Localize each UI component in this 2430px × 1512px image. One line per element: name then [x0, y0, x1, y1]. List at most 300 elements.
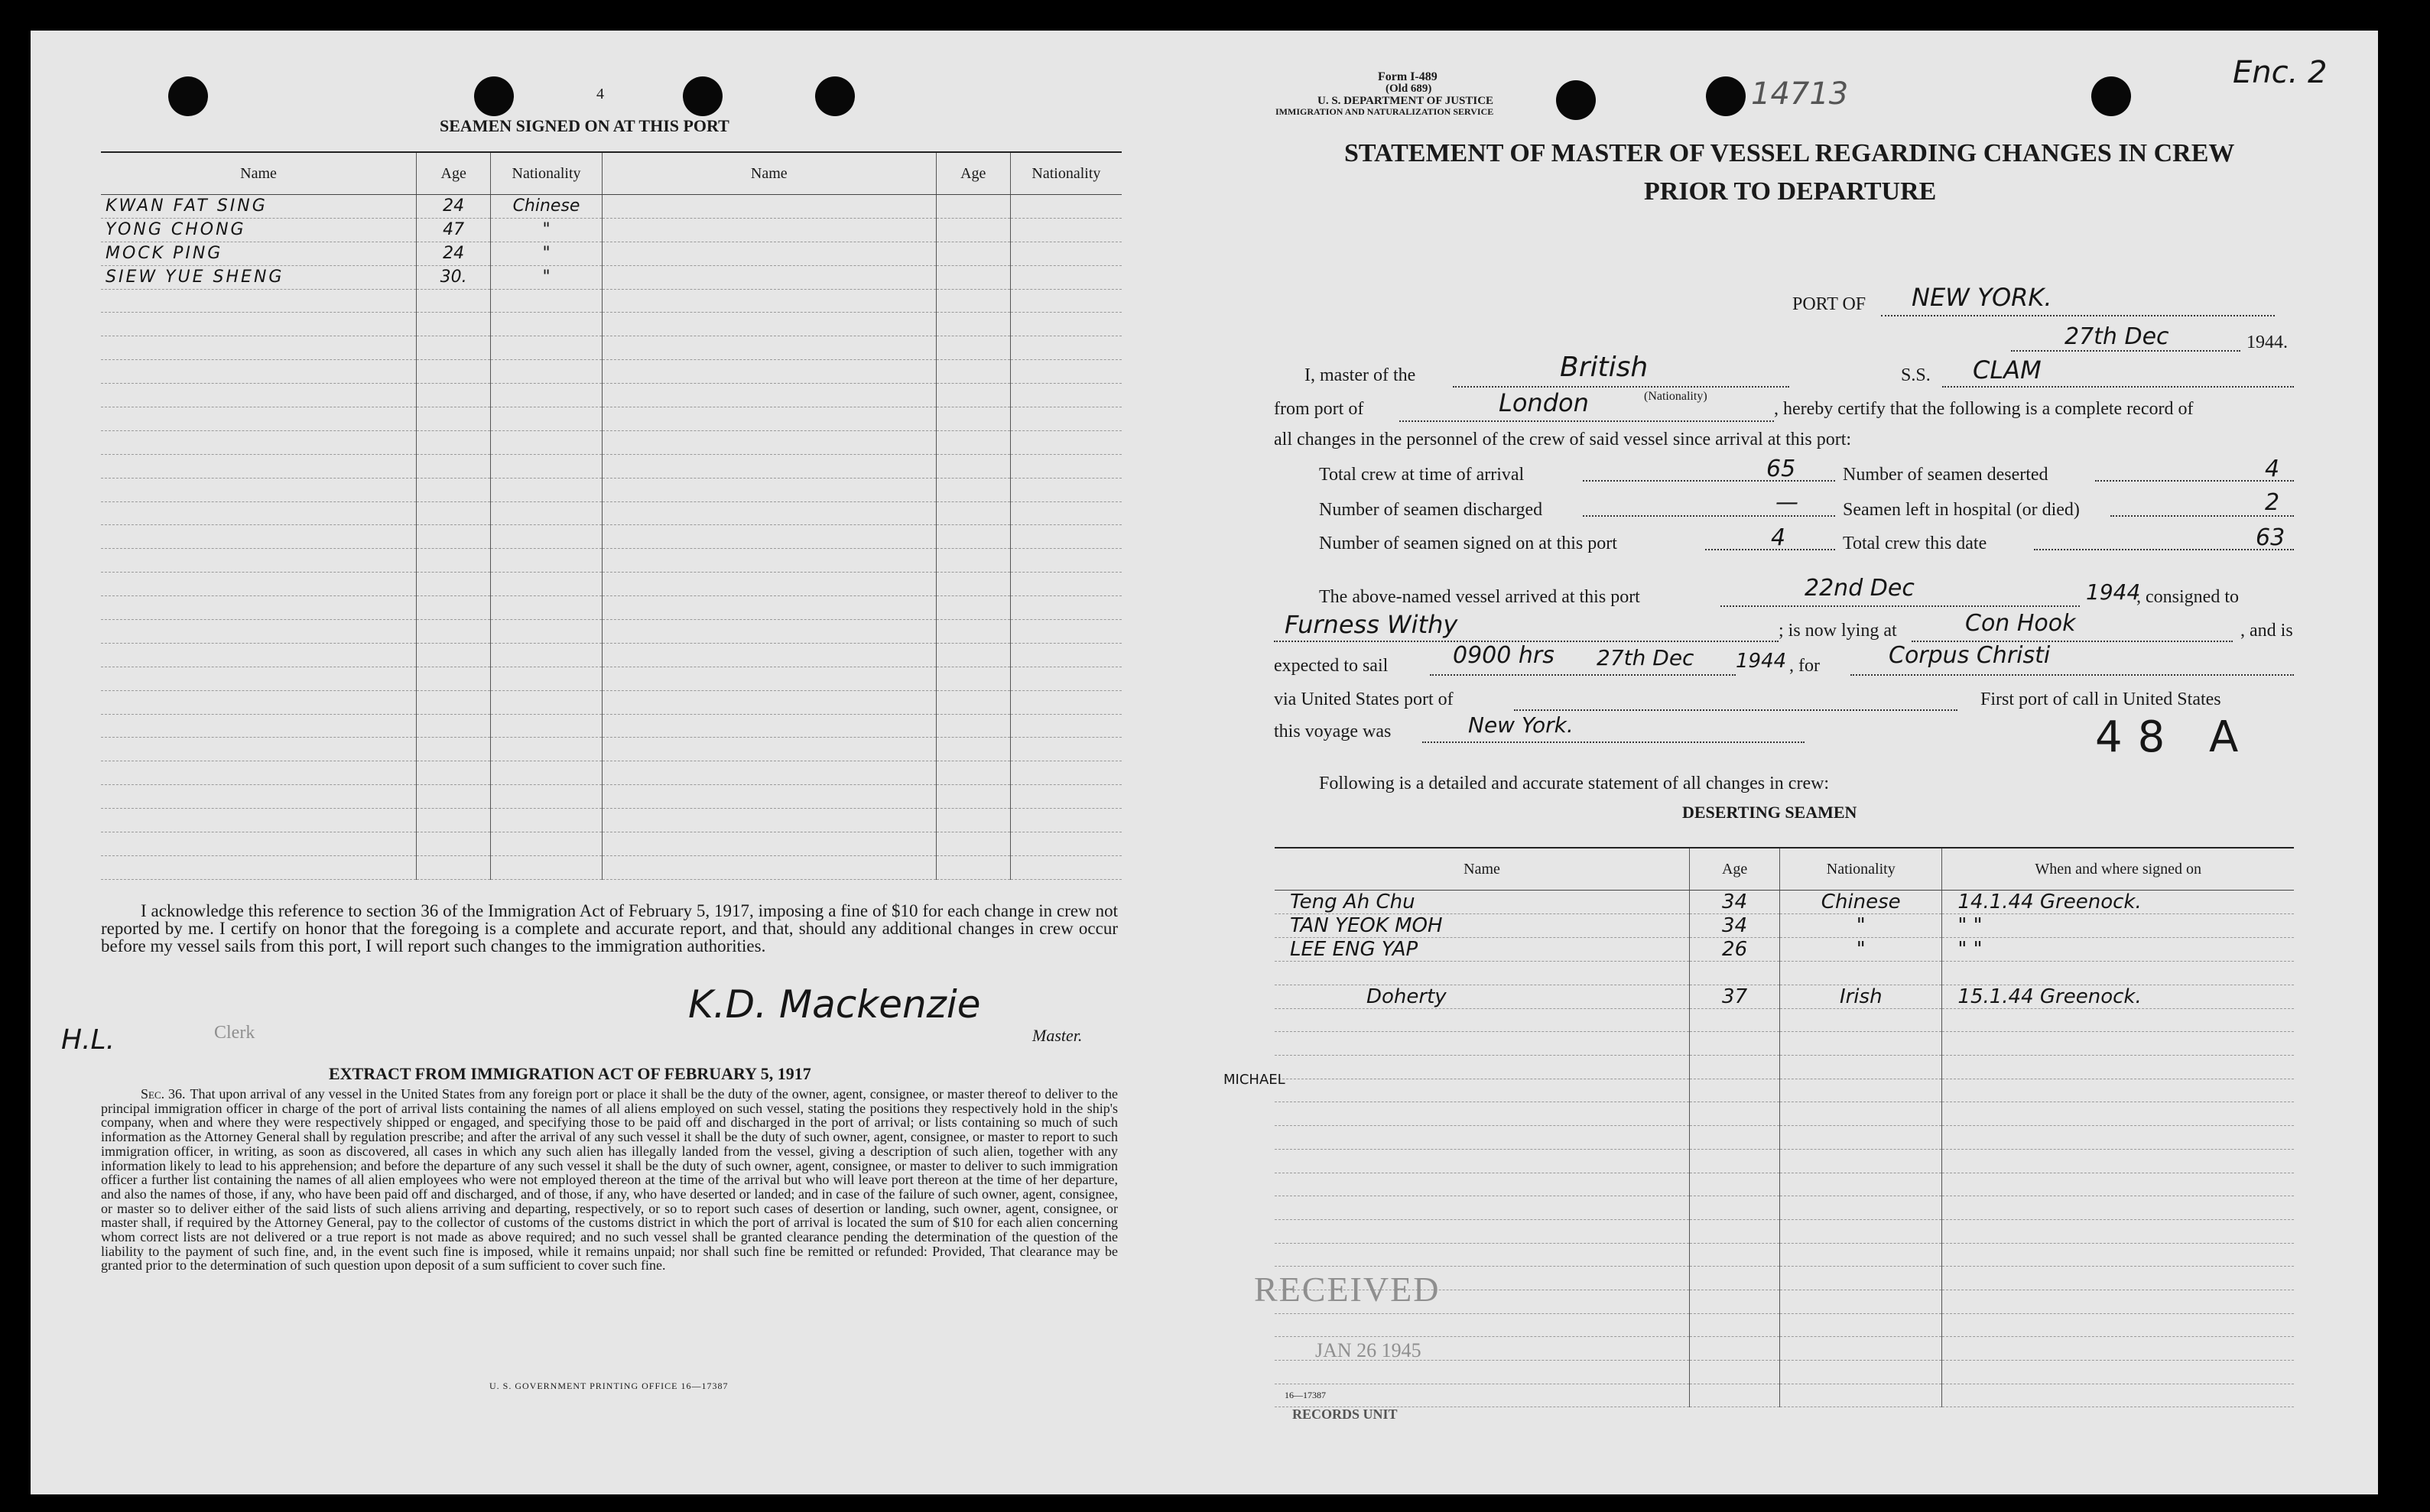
empty-cell [101, 855, 417, 879]
signed-on-line [1705, 549, 1835, 550]
table-row [101, 855, 1122, 879]
empty-cell [101, 360, 417, 384]
date-line [2011, 350, 2240, 352]
sail-time: 0900 hrs [1453, 642, 1554, 669]
discharged-label: Number of seamen discharged [1319, 500, 1543, 520]
ship-name: CLAM [1973, 355, 2042, 384]
empty-cell [1942, 1008, 2294, 1032]
arrived-date: 22nd Dec [1805, 575, 1915, 602]
cell-name: TAN YEOK MOH [1275, 914, 1690, 938]
empty-cell [1942, 1126, 2294, 1150]
empty-cell [1690, 962, 1780, 985]
col-header-signed-on: When and where signed on [1942, 848, 2294, 891]
empty-cell [602, 313, 936, 336]
sail-year: 1944 [1736, 650, 1787, 673]
empty-cell [417, 785, 491, 809]
form-title-line1: STATEMENT OF MASTER OF VESSEL REGARDING CHANGES IN CREW [1344, 139, 2235, 167]
empty-cell [1780, 1313, 1942, 1337]
col-header-name: Name [101, 152, 417, 195]
empty-cell [936, 573, 1010, 596]
empty-cell [417, 407, 491, 431]
empty-cell [101, 809, 417, 832]
form-footer: 16—17387 [1285, 1390, 1326, 1400]
empty-cell [1010, 430, 1122, 454]
empty-cell [1275, 1173, 1690, 1196]
table-row [1275, 1313, 2294, 1337]
empty-cell [491, 525, 603, 549]
empty-cell [101, 525, 417, 549]
empty-cell [1010, 714, 1122, 738]
empty-cell [101, 313, 417, 336]
empty-cell [1942, 1032, 2294, 1056]
deserting-heading: DESERTING SEAMEN [1682, 803, 1857, 822]
certify-text: , hereby certify that the following is a complete record of [1774, 399, 2194, 419]
via-line [1514, 709, 1957, 711]
form-old-number: (Old 689) [1386, 83, 1432, 95]
table-row [1275, 1149, 2294, 1173]
empty-cell [491, 549, 603, 573]
cell-name: Teng Ah Chu [1275, 891, 1690, 914]
empty-cell [602, 430, 936, 454]
empty-cell [417, 596, 491, 620]
table-row [101, 738, 1122, 761]
service: IMMIGRATION AND NATURALIZATION SERVICE [1275, 106, 1494, 117]
empty-cell [936, 430, 1010, 454]
empty-cell [1275, 1032, 1690, 1056]
empty-cell [417, 549, 491, 573]
nationality-value: British [1560, 352, 1649, 383]
table-row [101, 454, 1122, 478]
punch-hole [168, 76, 208, 116]
empty-cell [417, 573, 491, 596]
empty-cell [1275, 1196, 1690, 1220]
empty-cell [1010, 454, 1122, 478]
empty-cell [1780, 1361, 1942, 1384]
empty-cell [936, 809, 1010, 832]
empty-cell [417, 832, 491, 856]
empty-cell [936, 761, 1010, 785]
table-row [101, 714, 1122, 738]
empty-cell [491, 667, 603, 690]
empty-cell [936, 620, 1010, 644]
consignee-value: Furness Withy [1285, 610, 1458, 639]
empty-cell [491, 620, 603, 644]
empty-cell [936, 855, 1010, 879]
cell-name: SIEW YUE SHENG [101, 265, 417, 289]
empty-cell [602, 809, 936, 832]
cell-name: YONG CHONG [101, 218, 417, 242]
empty-cell [417, 430, 491, 454]
table-header-row [1275, 848, 2294, 891]
empty-cell [417, 336, 491, 360]
empty-cell [417, 690, 491, 714]
empty-cell [602, 643, 936, 667]
table-row [101, 667, 1122, 690]
empty-cell [491, 384, 603, 407]
from-port-value: London [1499, 388, 1589, 417]
table-row [1275, 1361, 2294, 1384]
empty-cell [1942, 1149, 2294, 1173]
following-text: Following is a detailed and accurate statement of all changes in crew: [1319, 774, 1830, 793]
empty-cell [417, 289, 491, 313]
clerk-initials: H.L. [61, 1024, 115, 1056]
empty-cell [101, 714, 417, 738]
col-header-nationality: Nationality [491, 152, 603, 195]
table-row [101, 501, 1122, 525]
empty-cell [1780, 1032, 1942, 1056]
cell-age: 37 [1690, 985, 1780, 1008]
empty-cell [602, 855, 936, 879]
discharged-value: — [1775, 489, 1798, 516]
from-port-label: from port of [1274, 399, 1364, 419]
empty-cell [1780, 1337, 1942, 1361]
empty-cell [1275, 1079, 1690, 1102]
empty-cell [1690, 1008, 1780, 1032]
port-value: NEW YORK. [1912, 283, 2052, 312]
empty-cell [1010, 218, 1122, 242]
table-row [101, 218, 1122, 242]
empty-cell [602, 454, 936, 478]
destination-value: Corpus Christi [1889, 642, 2051, 669]
table-row [101, 832, 1122, 856]
empty-cell [1780, 1079, 1942, 1102]
table-row [101, 384, 1122, 407]
col-header-name: Name [1275, 848, 1690, 891]
empty-cell [936, 265, 1010, 289]
empty-cell [936, 478, 1010, 501]
empty-cell [936, 336, 1010, 360]
table-row [101, 430, 1122, 454]
table-row [101, 809, 1122, 832]
table-row [1275, 1243, 2294, 1267]
table-row [1275, 1384, 2294, 1407]
punch-hole [2091, 76, 2131, 116]
cell-nationality: " [1780, 914, 1942, 938]
col-header-age: Age [417, 152, 491, 195]
empty-cell [1690, 1290, 1780, 1313]
master-of-label: I, master of the [1304, 365, 1416, 385]
from-port-line [1399, 420, 1774, 422]
empty-cell [602, 478, 936, 501]
table-row [1275, 1337, 2294, 1361]
table-row [101, 242, 1122, 265]
left-heading: SEAMEN SIGNED ON AT THIS PORT [440, 116, 729, 135]
empty-cell [1010, 360, 1122, 384]
cell-nationality: Chinese [1780, 891, 1942, 914]
empty-cell [101, 785, 417, 809]
empty-cell [1780, 1149, 1942, 1173]
empty-cell [101, 289, 417, 313]
col-header-name: Name [602, 152, 936, 195]
empty-cell [1010, 855, 1122, 879]
empty-cell [1942, 1102, 2294, 1126]
deserter-prefix: MICHAEL [1223, 1072, 1285, 1088]
empty-cell [491, 313, 603, 336]
empty-cell [1690, 1361, 1780, 1384]
empty-cell [1010, 573, 1122, 596]
cell-age: 30. [417, 265, 491, 289]
empty-cell [1942, 1243, 2294, 1267]
empty-cell [936, 643, 1010, 667]
empty-cell [602, 525, 936, 549]
empty-cell [417, 360, 491, 384]
empty-cell [1942, 1056, 2294, 1079]
empty-cell [491, 738, 603, 761]
cell-age: 24 [417, 242, 491, 265]
table-row [101, 289, 1122, 313]
received-stamp: RECEIVED [1254, 1270, 1441, 1309]
empty-cell [936, 690, 1010, 714]
empty-cell [1780, 1102, 1942, 1126]
empty-cell [491, 336, 603, 360]
empty-cell [602, 360, 936, 384]
empty-cell [936, 454, 1010, 478]
cell-signed: " " [1942, 914, 2294, 938]
cell-nationality: " [491, 242, 603, 265]
section-36-text [101, 1087, 1118, 1273]
empty-cell [491, 454, 603, 478]
empty-cell [491, 501, 603, 525]
empty-cell [1010, 643, 1122, 667]
hospital-value: 2 [2265, 489, 2280, 516]
empty-cell [491, 832, 603, 856]
empty-cell [1275, 1008, 1690, 1032]
empty-cell [936, 360, 1010, 384]
empty-cell [602, 714, 936, 738]
empty-cell [1010, 407, 1122, 431]
table-row [101, 313, 1122, 336]
seamen-signed-on-table [101, 151, 1122, 880]
empty-cell [491, 714, 603, 738]
punch-hole [815, 76, 855, 116]
empty-cell [1010, 832, 1122, 856]
empty-cell [1010, 667, 1122, 690]
empty-cell [1942, 1079, 2294, 1102]
empty-cell [101, 738, 417, 761]
cell-age: 24 [417, 195, 491, 219]
empty-cell [1010, 265, 1122, 289]
and-is-label: , and is [2240, 621, 2293, 641]
empty-cell [491, 430, 603, 454]
empty-cell [491, 596, 603, 620]
cell-signed: 15.1.44 Greenock. [1942, 985, 2294, 1008]
empty-cell [1690, 1337, 1780, 1361]
empty-cell [101, 407, 417, 431]
empty-cell [1942, 1290, 2294, 1313]
punch-hole [474, 76, 514, 116]
table-row [1275, 1079, 2294, 1102]
empty-cell [602, 761, 936, 785]
table-row [1275, 985, 2294, 1008]
empty-cell [602, 785, 936, 809]
signed-on-value: 4 [1771, 524, 1786, 551]
empty-cell [417, 478, 491, 501]
cell-name: LEE ENG YAP [1275, 938, 1690, 962]
empty-cell [602, 620, 936, 644]
empty-cell [101, 478, 417, 501]
consigned-label: , consigned to [2136, 587, 2239, 607]
empty-cell [101, 643, 417, 667]
table-row [101, 690, 1122, 714]
empty-cell [417, 714, 491, 738]
total-today-value: 63 [2256, 524, 2285, 551]
empty-cell [1275, 1384, 1690, 1407]
empty-cell [1010, 289, 1122, 313]
total-arrival-value: 65 [1766, 456, 1796, 482]
empty-cell [417, 620, 491, 644]
empty-cell [101, 596, 417, 620]
empty-cell [417, 761, 491, 785]
voyage-label: this voyage was [1274, 722, 1392, 741]
table-row [1275, 1056, 2294, 1079]
empty-cell [1275, 1149, 1690, 1173]
table-row [101, 573, 1122, 596]
cell-signed: 14.1.44 Greenock. [1942, 891, 2294, 914]
form-title-line2: PRIOR TO DEPARTURE [1644, 177, 1937, 206]
page-number: 4 [596, 86, 604, 102]
table-row [1275, 962, 2294, 985]
total-arrival-line [1583, 480, 1835, 482]
cell-signed: " " [1942, 938, 2294, 962]
handwritten-corner: Enc. 2 [2233, 55, 2328, 90]
department: U. S. DEPARTMENT OF JUSTICE [1317, 95, 1494, 107]
lying-at-value: Con Hook [1965, 610, 2076, 637]
first-port-label: First port of call in United States [1980, 689, 2221, 709]
master-label: Master. [1032, 1026, 1083, 1045]
table-row [101, 478, 1122, 501]
table-row [1275, 1173, 2294, 1196]
empty-cell [491, 855, 603, 879]
printing-office: U. S. GOVERNMENT PRINTING OFFICE 16—17387 [489, 1381, 729, 1391]
total-today-label: Total crew this date [1843, 534, 1987, 553]
empty-cell [602, 690, 936, 714]
deserted-value: 4 [2265, 456, 2280, 482]
punch-hole [1556, 80, 1596, 120]
port-line [1881, 315, 2275, 316]
empty-cell [602, 242, 936, 265]
empty-cell [417, 855, 491, 879]
empty-cell [1275, 1243, 1690, 1267]
empty-cell [101, 501, 417, 525]
table-row [101, 265, 1122, 289]
empty-cell [936, 313, 1010, 336]
empty-cell [101, 384, 417, 407]
total-today-line [2034, 549, 2294, 550]
table-row [101, 785, 1122, 809]
empty-cell [936, 407, 1010, 431]
table-row [101, 596, 1122, 620]
cell-name: Doherty [1275, 985, 1690, 1008]
empty-cell [936, 667, 1010, 690]
table-row [101, 336, 1122, 360]
cell-age: 34 [1690, 891, 1780, 914]
empty-cell [602, 667, 936, 690]
empty-cell [1690, 1102, 1780, 1126]
empty-cell [602, 289, 936, 313]
arrived-line [1720, 605, 2080, 607]
nationality-label: (Nationality) [1644, 390, 1707, 403]
empty-cell [1275, 1126, 1690, 1150]
cell-age: 26 [1690, 938, 1780, 962]
port-label: PORT OF [1792, 294, 1866, 314]
empty-cell [1942, 1384, 2294, 1407]
empty-cell [1010, 549, 1122, 573]
empty-cell [1275, 1361, 1690, 1384]
empty-cell [1010, 809, 1122, 832]
empty-cell [417, 667, 491, 690]
empty-cell [1010, 785, 1122, 809]
empty-cell [417, 809, 491, 832]
empty-cell [491, 809, 603, 832]
cell-nationality: Irish [1780, 985, 1942, 1008]
table-row [1275, 1126, 2294, 1150]
total-arrival-label: Total crew at time of arrival [1319, 465, 1525, 485]
table-row [1275, 1219, 2294, 1243]
empty-cell [602, 549, 936, 573]
empty-cell [1780, 1173, 1942, 1196]
table-row [1275, 1196, 2294, 1220]
empty-cell [1010, 384, 1122, 407]
empty-cell [602, 218, 936, 242]
empty-cell [101, 336, 417, 360]
arrived-year: 1944 [2086, 579, 2141, 605]
via-label: via United States port of [1274, 689, 1454, 709]
empty-cell [101, 761, 417, 785]
table-row [101, 643, 1122, 667]
certify-text2: all changes in the personnel of the crew of said vessel since arrival at this port: [1274, 430, 1852, 449]
empty-cell [1010, 738, 1122, 761]
empty-cell [936, 525, 1010, 549]
punch-hole [1706, 76, 1746, 116]
cell-nationality: Chinese [491, 195, 603, 219]
empty-cell [417, 384, 491, 407]
empty-cell [1780, 1196, 1942, 1220]
empty-cell [1010, 620, 1122, 644]
table-row [101, 407, 1122, 431]
ss-label: S.S. [1901, 365, 1931, 385]
empty-cell [491, 690, 603, 714]
empty-cell [1010, 761, 1122, 785]
empty-cell [1690, 1267, 1780, 1290]
empty-cell [602, 265, 936, 289]
empty-cell [101, 690, 417, 714]
empty-cell [1780, 1126, 1942, 1150]
section-label: Sec. 36. [141, 1086, 186, 1102]
empty-cell [491, 478, 603, 501]
nationality-line [1453, 386, 1789, 388]
table-row [1275, 914, 2294, 938]
empty-cell [1780, 1267, 1942, 1290]
empty-cell [101, 573, 417, 596]
table-row [1275, 891, 2294, 914]
empty-cell [1690, 1173, 1780, 1196]
empty-cell [1690, 1196, 1780, 1220]
empty-cell [936, 738, 1010, 761]
col-header-nationality: Nationality [1010, 152, 1122, 195]
empty-cell [1010, 242, 1122, 265]
empty-cell [1010, 478, 1122, 501]
arrived-label: The above-named vessel arrived at this port [1319, 587, 1640, 607]
cell-nationality: " [1780, 938, 1942, 962]
empty-cell [1275, 1102, 1690, 1126]
empty-cell [936, 195, 1010, 219]
empty-cell [101, 549, 417, 573]
empty-cell [1942, 1267, 2294, 1290]
acknowledgement-text: I acknowledge this reference to section 36 of the Immigration Act of February 5, 1917, imposing a fine of $10 for each change in crew not reported by me. I certify on honor that the foregoing is a complete and accurate report, and that, should any additional changes in crew occur before my vessel sails from this port, I will report such changes to the immigration authorities. [101, 901, 1118, 956]
handwritten-number: 14713 [1751, 76, 1849, 112]
empty-cell [1690, 1313, 1780, 1337]
section-body: That upon arrival of any vessel in the United States from any foreign port or place it shall be the duty of the owner, agent, consignee, or master thereof to deliver to the principal immigration officer in charge of the port of arrival lists containing the names of all aliens employed on such vessel, stating the positions they respectively hold in the ship's company, when and where they were respectively shipped or engaged, and specifying those to be paid off and discharged in the port of arrival; or lists containing so much of such information as the Attorney General shall by regulation prescribe; and after the arrival of any such vessel it shall be the duty of such owner, agent, consignee, or master to report to such immigration officer, in writing, as soon as discovered, all cases in which any such alien has illegally landed from the vessel, giving a description of such alien, together with any information likely to lead to his apprehension; and before the departure of any such vessel it shall be the duty of such owner, agent, consignee, or master to deliver to such immigration officer a further list containing the names of all alien employees who were not employed thereon at the time of the arrival but who will leave port thereon at the time of her departure, and also the names of those, if any, who have been paid off and discharged, and of those, if any, who have deserted or landed; and in case of the failure of such owner, agent, consignee, or master so to deliver either of the said lists of such aliens arriving and departing, respectively, or so to report such cases of desertion or landing, such owner, agent, consignee, or master shall, if required by the Attorney General, pay to the collector of customs of the customs district in which the port of arrival is located the sum of $10 for each alien concerning whom correct lists are not delivered or a true report is not made as above required; and no such vessel shall be granted clearance pending the determination of the question of the liability to the payment of such fine, and, in the event such fine is imposed, while it remains unpaid; nor shall such fine be remitted or refunded: Provided, That clearance may be granted prior to the determination of such question upon deposit of a sum sufficient to cover such fine. [101, 1086, 1119, 1274]
